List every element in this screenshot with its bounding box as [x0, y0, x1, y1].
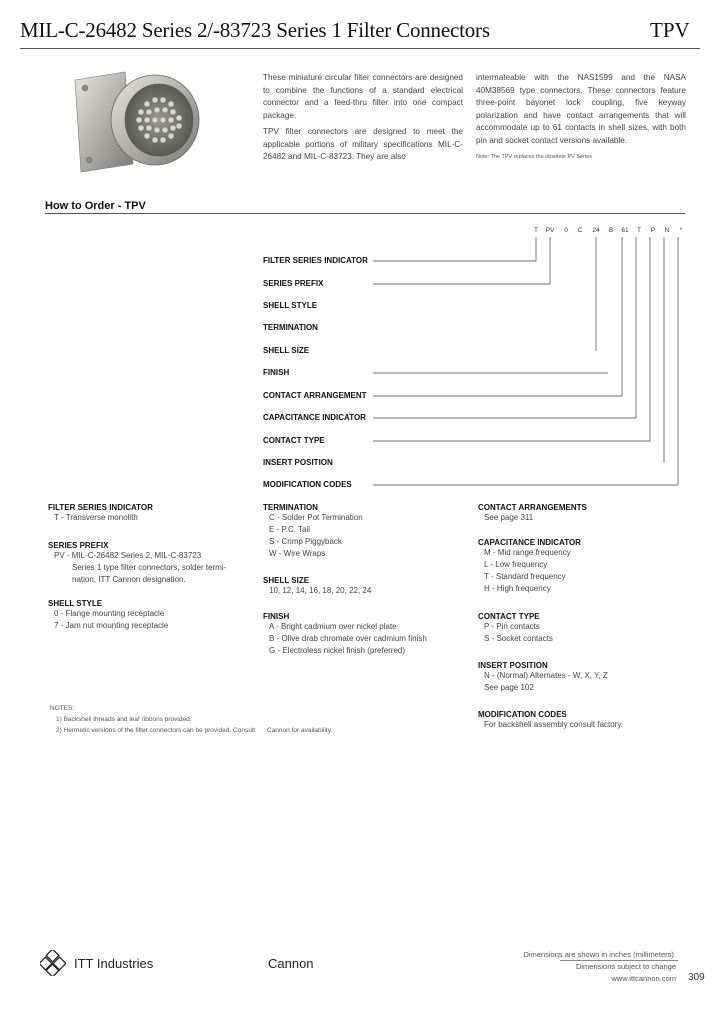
code-part: C: [577, 227, 583, 234]
shell-style-heading: SHELL STYLE: [48, 599, 103, 608]
insert-position-line: N - (Normal) Alternates - W, X, Y, Z: [484, 671, 608, 680]
order-label-filter-series: FILTER SERIES INDICATOR: [263, 256, 368, 265]
termination-line: W - Wire Wraps: [269, 549, 326, 558]
finish-line: A - Bright cadmium over nickel plate: [269, 622, 397, 631]
notes-line: 2) Hermetic versions of the filter connectors can be provided. Consult: [56, 727, 256, 734]
order-label-shell-size: SHELL SIZE: [263, 346, 310, 355]
series-prefix-heading: SERIES PREFIX: [48, 541, 109, 550]
intro-paragraph-3: intermateable with the NAS1599 and the NASA 40M38569 type connectors. These connectors feature three-point bayonet lock coupling, five keyway polarization and have contact arrangements that will accommodate up to 61 contacts in shell sizes, with both pin and socket contact versions available.: [476, 73, 686, 145]
finish-heading: FINISH: [263, 612, 290, 621]
order-label-contact-arrangement: CONTACT ARRANGEMENT: [263, 391, 367, 400]
code-part: 61: [621, 227, 629, 234]
contact-arrangements-block: [478, 503, 587, 524]
contact-type-line: S - Socket contacts: [484, 634, 553, 643]
notes-heading: NOTES:: [50, 705, 75, 712]
capacitance-line: M - Mid range frequency: [484, 548, 571, 557]
finish-line: B - Olive drab chromate over cadmium finish: [269, 634, 427, 643]
capacitance-line: T - Standard frequency: [484, 572, 566, 581]
termination-line: S - Crimp Piggyback: [269, 537, 342, 546]
how-to-order-heading: How to Order - TPV: [45, 200, 146, 212]
notes-continuation: Cannon for availability.: [267, 727, 333, 734]
series-code: TPV: [650, 18, 690, 42]
brand-name: Cannon: [268, 956, 314, 971]
order-label-capacitance: CAPACITANCE INDICATOR: [263, 413, 366, 422]
order-label-insert-position: INSERT POSITION: [263, 458, 333, 467]
finish-line: G - Electroless nickel finish (preferred): [269, 646, 406, 655]
order-label-shell-style: SHELL STYLE: [263, 301, 318, 310]
order-leader-lines: [0, 0, 720, 500]
intro-note: Note: The TPV replaces the obsolete PV Series: [476, 154, 592, 160]
contact-type-block: [478, 612, 553, 645]
contact-type-line: P - Pin contacts: [484, 622, 540, 631]
insert-position-heading: INSERT POSITION: [478, 661, 548, 670]
website-link[interactable]: www.ittcannon.com: [611, 974, 676, 983]
shell-size-line: 10, 12, 14, 16, 18, 20, 22, 24: [269, 586, 372, 595]
notes-block: [50, 703, 255, 736]
code-part: T: [637, 227, 641, 234]
series-prefix-block: [48, 541, 226, 586]
code-part: T: [534, 227, 538, 234]
shell-style-line: 0 - Flange mounting receptacle: [54, 609, 165, 618]
contact-arrangements-line: See page 311: [484, 513, 534, 522]
order-label-finish: FINISH: [263, 368, 290, 377]
intro-paragraph-1: These miniature circular filter connectors are designed to combine the functions of a standard electrical connector and a feed-thru filter into one compact package.: [263, 73, 463, 120]
series-prefix-line: nation, ITT Cannon designation.: [72, 575, 186, 584]
footer-rule: [560, 960, 678, 961]
dimensions-note: Dimensions are shown in inches (millimeters).: [523, 950, 676, 959]
order-label-modification-codes: MODIFICATION CODES: [263, 480, 352, 489]
contact-arrangements-heading: CONTACT ARRANGEMENTS: [478, 503, 587, 512]
filter-series-line: T - Transverse monolith: [54, 513, 138, 522]
code-part: *: [679, 227, 683, 234]
code-part: 24: [592, 227, 600, 234]
capacitance-line: L - Low frequency: [484, 560, 548, 569]
contact-type-heading: CONTACT TYPE: [478, 612, 540, 621]
shell-style-block: [48, 599, 168, 632]
code-part: B: [608, 227, 614, 234]
termination-heading: TERMINATION: [263, 503, 318, 512]
intro-paragraph-2: TPV filter connectors are designed to meet the applicable portions of military specifications MIL-C-26482 and MIL-C-83723. They are also: [263, 127, 463, 161]
termination-line: C - Solder Pot Termination: [269, 513, 363, 522]
finish-block: [263, 612, 427, 657]
termination-line: E - P.C. Tail: [269, 525, 311, 534]
code-part: 0: [564, 227, 568, 234]
modification-codes-block: [478, 710, 623, 731]
itt-logo-icon: [40, 950, 66, 976]
shell-size-block: [263, 576, 371, 597]
shell-style-line: 7 - Jam nut mounting receptacle: [54, 621, 169, 630]
notes-line: 1) Backshell threads and leaf ribbons provided.: [56, 716, 192, 723]
modification-codes-heading: MODIFICATION CODES: [478, 710, 567, 719]
order-label-series-prefix: SERIES PREFIX: [263, 279, 324, 288]
code-part: N: [664, 227, 670, 234]
shell-size-heading: SHELL SIZE: [263, 576, 310, 585]
filter-series-block: [48, 503, 153, 524]
filter-series-heading: FILTER SERIES INDICATOR: [48, 503, 153, 512]
order-label-termination: TERMINATION: [263, 323, 318, 332]
code-part: PV: [545, 227, 555, 234]
termination-block: [263, 503, 363, 560]
capacitance-heading: CAPACITANCE INDICATOR: [478, 538, 581, 547]
subject-note: Dimensions subject to change: [575, 962, 676, 971]
code-part: P: [650, 227, 656, 234]
insert-position-block: [478, 661, 608, 694]
company-name: ITT Industries: [74, 956, 154, 971]
order-label-contact-type: CONTACT TYPE: [263, 436, 325, 445]
capacitance-line: H - High frequency: [484, 584, 551, 593]
page-number: 309: [688, 972, 705, 983]
series-prefix-line: PV - MIL-C-26482 Series 2, MIL-C-83723: [54, 551, 202, 560]
insert-position-line: See page 102: [484, 683, 534, 692]
page-title: MIL-C-26482 Series 2/-83723 Series 1 Filter Connectors: [20, 18, 490, 42]
capacitance-block: [478, 538, 581, 595]
series-prefix-line: Series 1 type filter connectors, solder termi-: [72, 563, 227, 572]
modification-codes-line: For backshell assembly consult factory.: [484, 720, 624, 729]
